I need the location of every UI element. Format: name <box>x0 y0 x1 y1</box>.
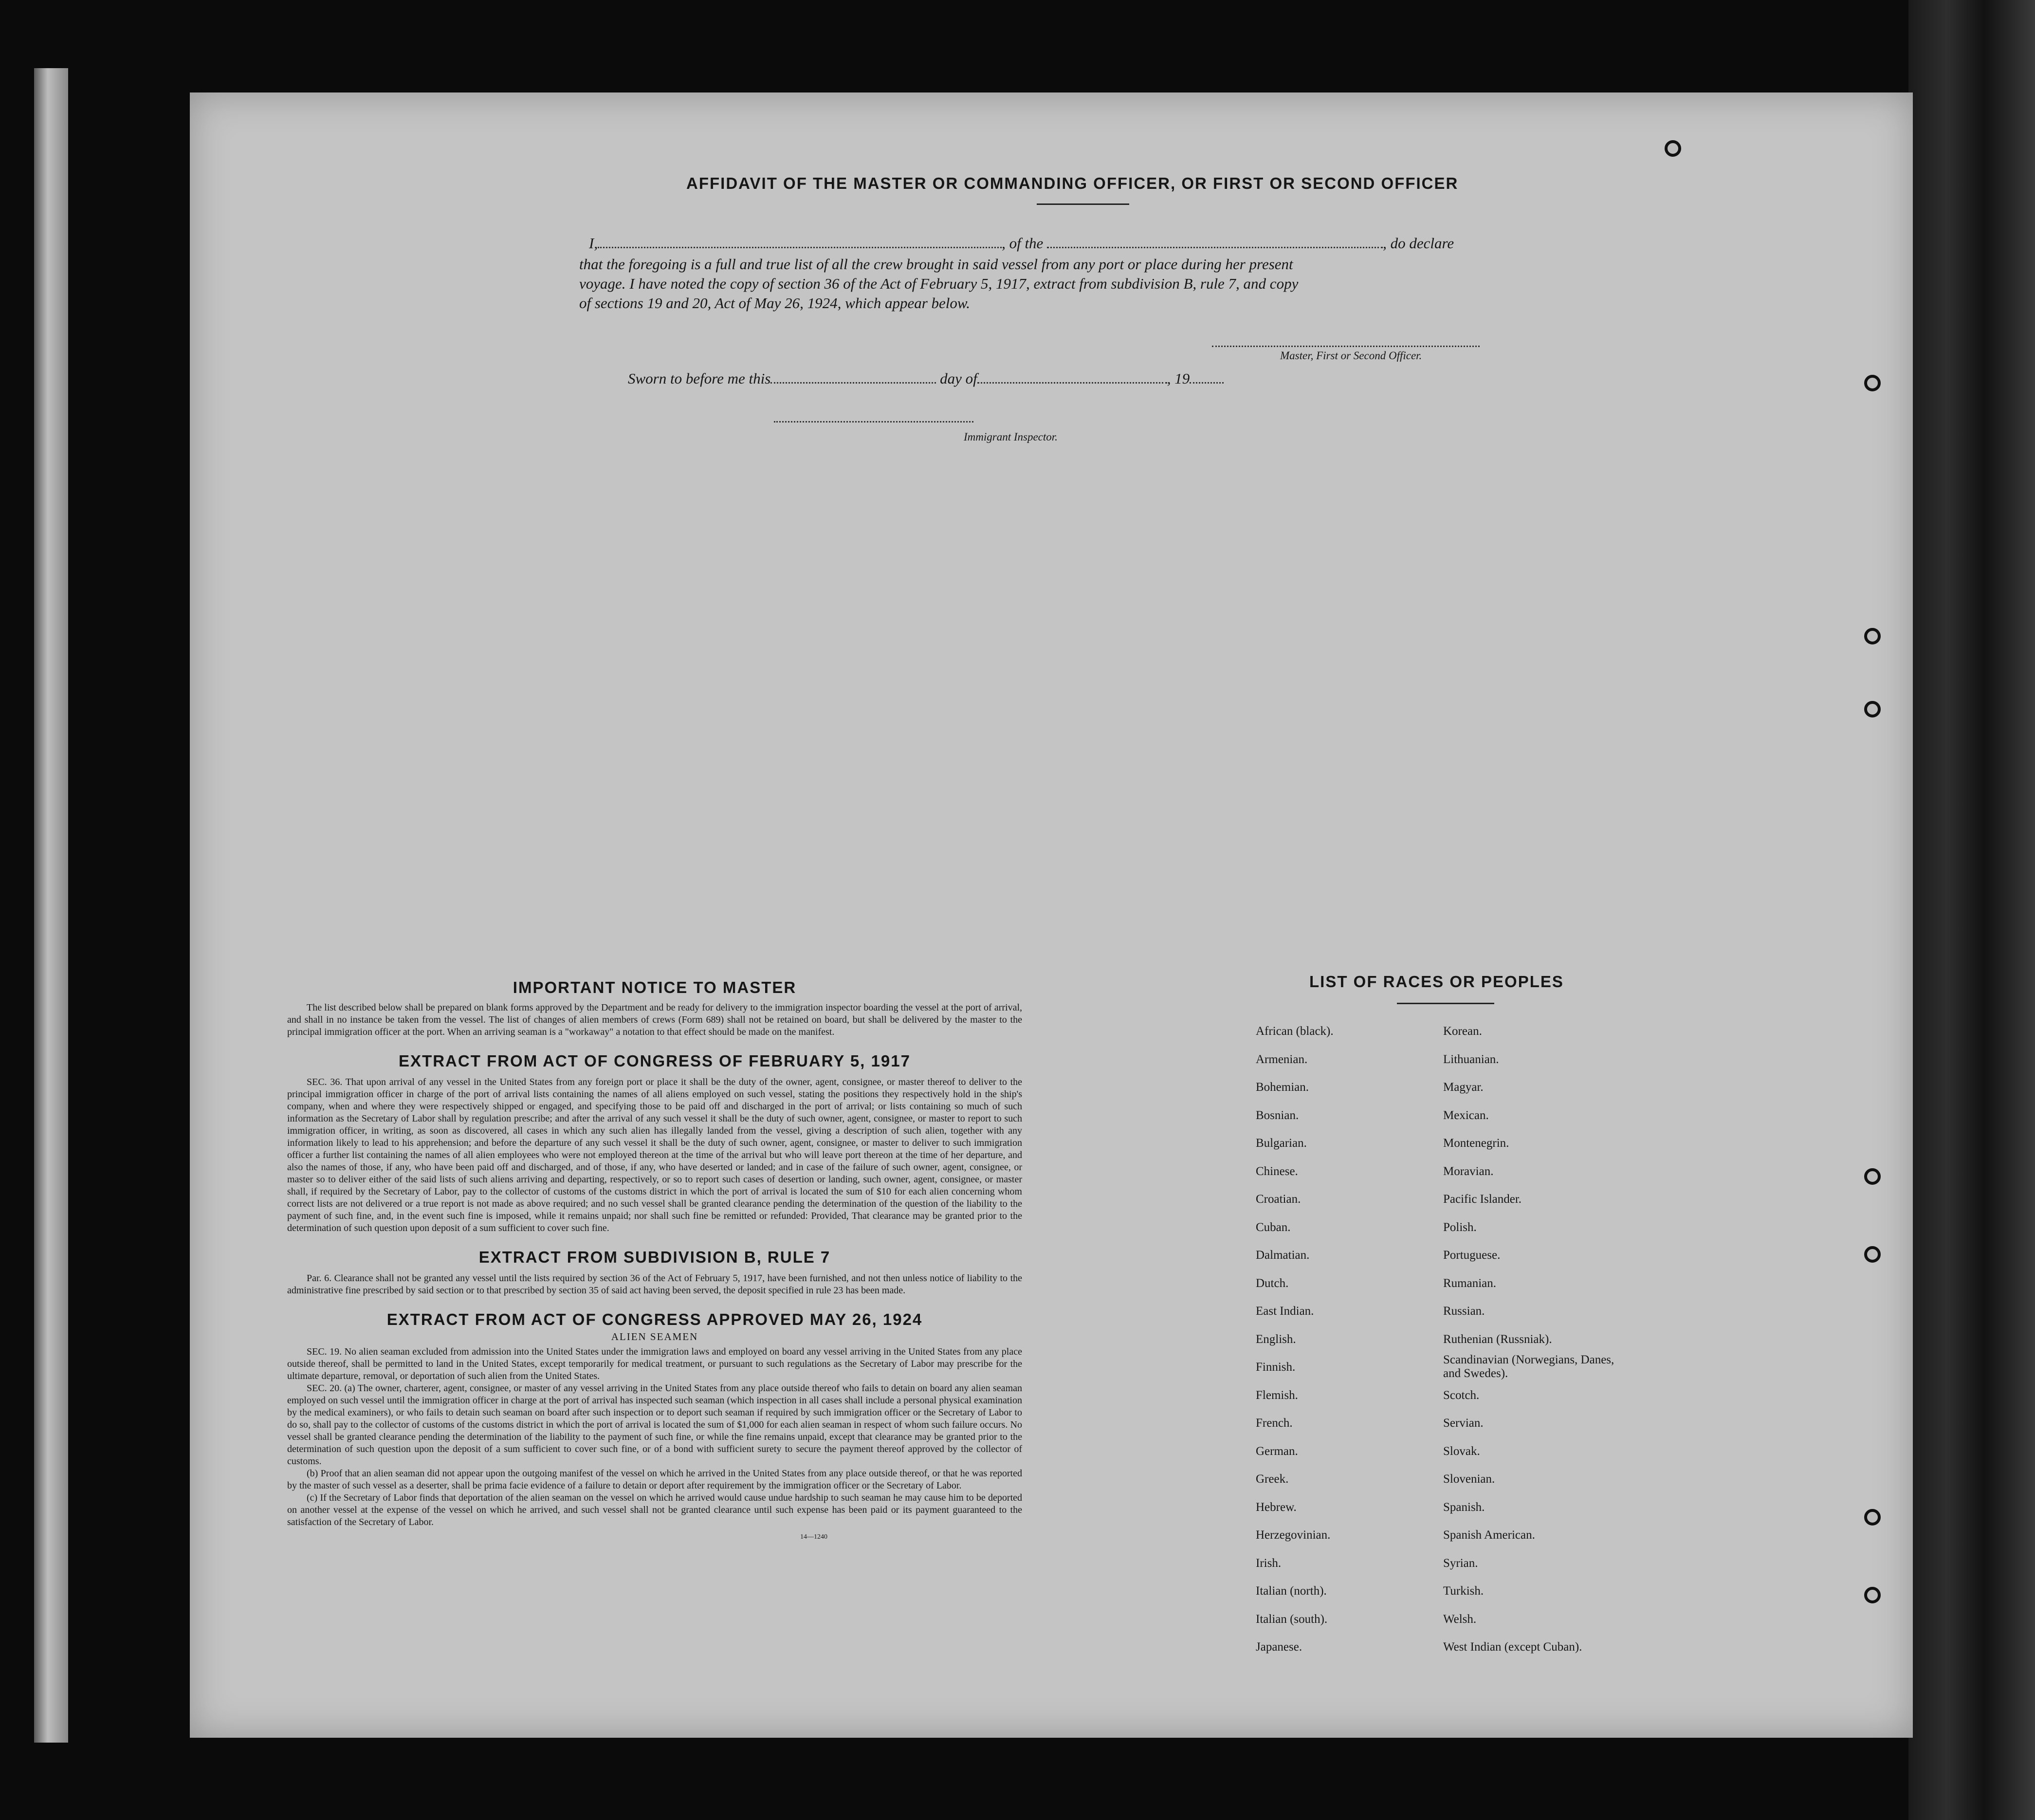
inspector-signature-label: Immigrant Inspector. <box>964 431 1058 443</box>
notice-title: IMPORTANT NOTICE TO MASTER <box>513 978 797 996</box>
punch-hole <box>1864 628 1881 644</box>
inspector-signature-line <box>774 421 973 423</box>
sec20c-body: (c) If the Secretary of Labor finds that deportation of the alien seaman on the vessel on which he arrived would cause undue hardship to such seaman he may cause him to be deported on another vessel at the expense of the vessel on which he arrived, and such vessel shall not be granted clearance until such expense has been paid or its payment guaranteed to the satisfaction of the Secretary of Labor. <box>287 1492 1022 1527</box>
race-item: Portuguese. <box>1443 1249 1501 1262</box>
subdivision-body: Par. 6. Clearance shall not be granted any vessel until the lists required by section 36 of the Act of February 5, 1917, have been furnished, and not then unless notice of liability to the administrative fine prescribed by said section or to that prescribed by section 35 of said act having been served, the deposit specified in rule 23 has been made. <box>287 1273 1022 1296</box>
film-edge-strip <box>34 68 68 1743</box>
race-item: Flemish. <box>1256 1388 1298 1402</box>
extract-1917-body: SEC. 36. That upon arrival of any vessel in the United States from any foreign port or place it shall be the duty of the owner, agent, consignee, or master thereof to deliver to the principal immigration officer in charge of the port of arrival lists containing the names of all aliens employed on such vessel, stating the positions they respectively hold in the ship's company, when and where they were respectively shipped or engaged, and specifying those to be paid off and discharged in the port of arrival; or lists containing so much of such information as the Secretary of Labor shall by regulation prescribe; and after the arrival of any such vessel it shall be the duty of such owner, agent, consignee, or master to report to such immigration officer, in writing, as soon as discovered, all cases in which any such alien has illegally landed from the vessel, giving a description of such alien, together with any information likely to lead to his apprehension; and before the departure of any such vessel it shall be the duty of such owner, agent, consignee, or master to deliver to such immigration officer a further list containing the names of all alien employees who were not employed thereon at the time of the arrival but who will leave port thereon at the time of her departure, and also the names of those, if any, who have been paid off and discharged, and of those, if any, who have deserted or landed; and in case of the failure of such owner, agent, consignee, or master so to deliver either of the said lists of such aliens arriving and departing, respectively, or so to report such cases of desertion or landing, such owner, agent, consignee, or master shall, if required by the Secretary of Labor, pay to the collector of customs of the customs district in which the port of arrival is located the sum of $10 for each alien concerning whom correct lists are not delivered or a true report is not made as above required; and no such vessel shall be granted clearance pending the determination of the question of the liability to the payment of such fine, and, in the event such fine is imposed, while it remains unpaid; nor shall such fine be remitted or refunded: Provided, That clearance may be granted prior to the determination of such question upon deposit of a sum sufficient to cover such fine. <box>287 1077 1022 1233</box>
extract-1924-title: EXTRACT FROM ACT OF CONGRESS APPROVED MAY 26, 1924 <box>386 1310 923 1328</box>
race-item: English. <box>1256 1332 1296 1346</box>
race-item: Finnish. <box>1256 1360 1296 1374</box>
race-item: Polish. <box>1443 1220 1477 1234</box>
race-item: Magyar. <box>1443 1081 1484 1094</box>
sworn-line: Sworn to before me this day of , 19 <box>628 370 1224 387</box>
punch-hole <box>1864 1246 1881 1263</box>
races-column-1 <box>1256 1017 1334 1661</box>
title-rule <box>1037 203 1129 205</box>
race-item: Spanish. <box>1443 1500 1485 1514</box>
race-item: French. <box>1256 1416 1293 1430</box>
race-item: Italian (north). <box>1256 1584 1327 1598</box>
master-signature-label: Master, First or Second Officer. <box>1280 349 1422 362</box>
race-item: Slovak. <box>1443 1444 1480 1458</box>
race-item: Lithuanian. <box>1443 1052 1499 1066</box>
race-item: Rumanian. <box>1443 1276 1497 1290</box>
race-item: Moravian. <box>1443 1164 1494 1178</box>
race-item: East Indian. <box>1256 1305 1314 1318</box>
race-item: Welsh. <box>1443 1612 1477 1626</box>
race-item: Irish. <box>1256 1556 1282 1570</box>
race-item: Dutch. <box>1256 1276 1289 1290</box>
notice-body: The list described below shall be prepared on blank forms approved by the Department and be ready for delivery to the immigration inspector boarding the vessel at the port of arrival, and shall in no instance be taken from the vessel. The list of changes of alien members of crews (Form 689) shall not be retained on board, but shall be delivered by the master to the principal immigration officer at the port. When an arriving seaman is a "workaway" a notation to that effect should be made on the manifest. <box>287 1002 1022 1037</box>
race-item: Pacific Islander. <box>1443 1193 1522 1206</box>
punch-hole <box>1864 701 1881 717</box>
race-item: Armenian. <box>1256 1052 1308 1066</box>
punch-hole <box>1864 1509 1881 1526</box>
race-item: Montenegrin. <box>1443 1137 1509 1150</box>
race-item: Scandinavian (Norwegians, Danes, and Swedes). <box>1443 1353 1614 1380</box>
race-item: Hebrew. <box>1256 1500 1297 1514</box>
declaration-line-4: of sections 19 and 20, Act of May 26, 1924, which appear below. <box>579 294 971 312</box>
race-item: West Indian (except Cuban). <box>1443 1640 1582 1654</box>
legal-extracts-column <box>287 978 1022 1541</box>
document-page <box>190 92 1913 1738</box>
form-number: 14—1240 <box>800 1533 827 1541</box>
race-item: Croatian. <box>1256 1193 1301 1206</box>
master-signature-line <box>1212 346 1480 347</box>
race-item: Italian (south). <box>1256 1612 1328 1626</box>
microfilm-frame-edge <box>1908 0 2035 1820</box>
race-item: Russian. <box>1443 1305 1485 1318</box>
race-item: African (black). <box>1256 1025 1334 1038</box>
race-item: Spanish American. <box>1443 1528 1535 1542</box>
sec19-body: SEC. 19. No alien seaman excluded from admission into the United States under the immigration laws and employed on board any vessel arriving in the United States from any place outside thereof, shall be permitted to land in the United States, except temporarily for medical treatment, or pursuant to such regulations as the Secretary of Labor may prescribe for the ultimate departure, removal, or deportation of such alien from the United States. <box>287 1346 1022 1381</box>
races-column-2 <box>1443 1017 1618 1661</box>
races-title-rule <box>1397 1003 1494 1004</box>
extract-1917-title: EXTRACT FROM ACT OF CONGRESS OF FEBRUARY 5, 1917 <box>399 1052 911 1070</box>
race-item: Syrian. <box>1443 1556 1478 1570</box>
race-item: Mexican. <box>1443 1108 1489 1122</box>
race-item: Cuban. <box>1256 1220 1291 1234</box>
race-item: Dalmatian. <box>1256 1249 1310 1262</box>
race-item: Japanese. <box>1256 1640 1302 1654</box>
races-title: LIST OF RACES OR PEOPLES <box>1309 973 1564 991</box>
punch-hole <box>1864 1168 1881 1185</box>
race-item: Scotch. <box>1443 1388 1480 1402</box>
declaration-line-2: that the foregoing is a full and true list of all the crew brought in said vessel from any port or place during her present <box>579 256 1293 273</box>
race-item: Greek. <box>1256 1472 1289 1486</box>
race-item: Ruthenian (Russniak). <box>1443 1332 1552 1346</box>
subdivision-title: EXTRACT FROM SUBDIVISION B, RULE 7 <box>478 1248 831 1266</box>
race-item: Chinese. <box>1256 1164 1298 1178</box>
race-item: Korean. <box>1443 1025 1482 1038</box>
sec20a-body: SEC. 20. (a) The owner, charterer, agent, consignee, or master of any vessel arriving in the United States from any place outside thereof who fails to detain on board any alien seaman employed on such vessel until the immigration officer in charge at the port of arrival has inspected such seaman (which inspection in all cases shall include a personal physical examination by the medical examiners), or who fails to detain such seaman on board after such inspection or to deport such seaman if required by such immigration officer or the Secretary of Labor to do so, shall pay to the collector of customs of the customs district in which the port of arrival is located the sum of $1,000 for each alien seaman in respect of whom such failure occurs. No vessel shall be granted clearance pending the determination of the liability to the payment of such fine, or while the fine remains unpaid, except that clearance may be granted prior to the determination of such question upon the deposit of a sum sufficient to cover such fine, or of a bond with sufficient surety to secure the payment thereof approved by the collector of customs. <box>287 1383 1022 1467</box>
race-item: Bosnian. <box>1256 1108 1299 1122</box>
sec20b-body: (b) Proof that an alien seaman did not appear upon the outgoing manifest of the vessel on which he arrived in the United States from any place outside thereof, or that he was reported by the master of such vessel as a deserter, shall be prima facie evidence of a failure to detain or deport after requirement by the immigration officer or the Secretary of Labor. <box>287 1468 1022 1491</box>
race-item: Servian. <box>1443 1416 1484 1430</box>
punch-hole <box>1864 375 1881 391</box>
affidavit-title: AFFIDAVIT OF THE MASTER OR COMMANDING OFFICER, OR FIRST OR SECOND OFFICER <box>686 174 1459 192</box>
declaration-line-1: I, , of the , do declare <box>589 235 1454 252</box>
race-item: German. <box>1256 1444 1298 1458</box>
alien-seamen-subtitle: ALIEN SEAMEN <box>611 1331 698 1342</box>
declaration-line-3: voyage. I have noted the copy of section 36 of the Act of February 5, 1917, extract from subdivision B, rule 7, and copy <box>579 275 1299 292</box>
race-item: Bulgarian. <box>1256 1137 1307 1150</box>
punch-hole <box>1864 1587 1881 1603</box>
race-item: Turkish. <box>1443 1584 1484 1598</box>
race-item: Herzegovinian. <box>1256 1528 1331 1542</box>
race-item: Bohemian. <box>1256 1081 1309 1094</box>
race-item: Slovenian. <box>1443 1472 1495 1486</box>
punch-hole <box>1665 140 1681 157</box>
